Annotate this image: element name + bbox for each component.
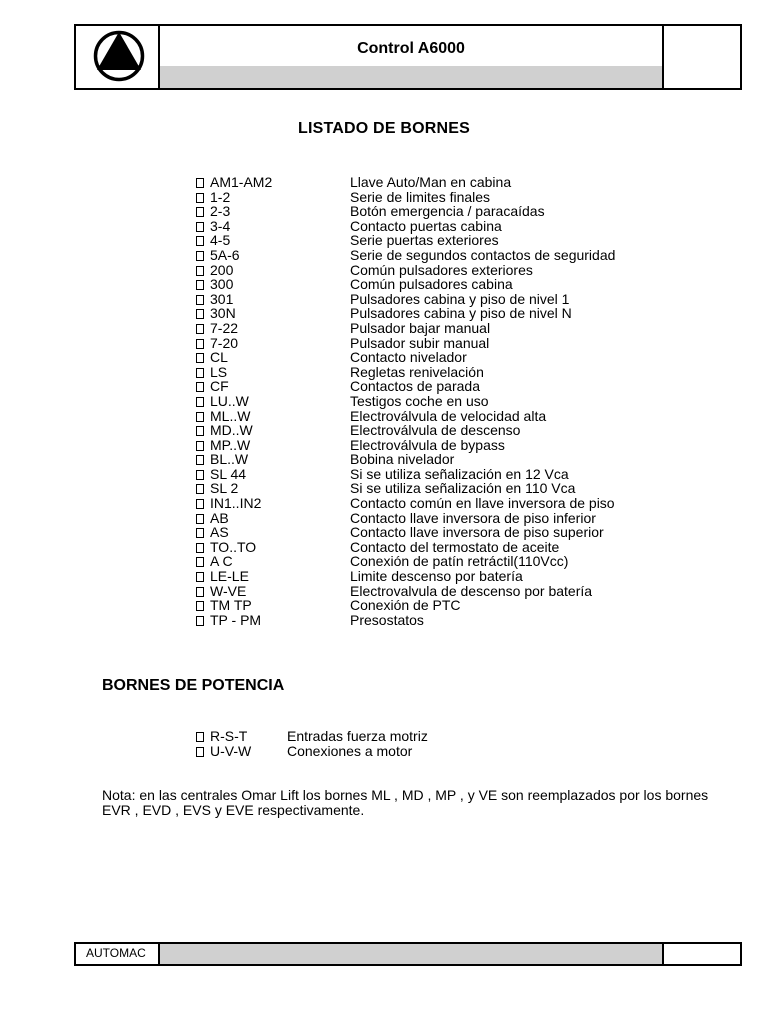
- terminals-title: LISTADO DE BORNES: [297, 120, 470, 137]
- terminal-code: LS: [210, 363, 228, 380]
- terminal-description: Pulsadores cabina y piso de nivel 1: [350, 290, 570, 307]
- checkbox-icon: [196, 397, 204, 407]
- list-item: [196, 336, 615, 351]
- footer-shaded-bar: [160, 944, 664, 964]
- note-text: Nota: en las centrales Omar Lift los bornes ML , MD , MP , y VE son reemplazados por los bornes EVR , EVD , EVS y EVE respectivamente.: [102, 787, 709, 818]
- checkbox-icon: [196, 499, 204, 509]
- title-cell: [160, 26, 664, 88]
- checkbox-icon: [196, 601, 204, 611]
- checkbox-icon: [196, 455, 204, 465]
- terminal-description: Electroválvula de descenso: [350, 422, 521, 439]
- checkbox-icon: [196, 339, 204, 349]
- list-item: [196, 306, 615, 321]
- header-right-cell: [664, 26, 740, 88]
- checkbox-icon: [196, 309, 204, 319]
- triangle-circle-logo-icon: [93, 30, 145, 82]
- checkbox-icon: [196, 528, 204, 538]
- checkbox-icon: [196, 324, 204, 334]
- footer-company-label: AUTOMAC: [76, 944, 160, 964]
- terminal-description: Conexiones a motor: [287, 743, 413, 759]
- checkbox-icon: [196, 514, 204, 524]
- list-item: [196, 277, 615, 292]
- terminal-description: Serie puertas exteriores: [350, 232, 499, 249]
- terminal-code: R-S-T: [210, 728, 248, 744]
- checkbox-icon: [196, 543, 204, 553]
- terminal-code: LU..W: [210, 392, 249, 409]
- list-item: [196, 248, 615, 263]
- list-item: [196, 219, 615, 234]
- terminal-description: Contacto común en llave inversora de piso: [350, 495, 615, 512]
- terminal-description: Bobina nivelador: [350, 451, 455, 468]
- terminal-description: Serie de limites finales: [350, 188, 491, 205]
- terminal-code: 1-2: [210, 188, 231, 205]
- terminal-description: Presostatos: [350, 611, 424, 628]
- terminal-description: Contacto puertas cabina: [350, 217, 502, 234]
- checkbox-icon: [196, 572, 204, 582]
- list-item: [196, 598, 615, 613]
- terminal-description: Común pulsadores cabina: [350, 276, 513, 293]
- list-item: [196, 321, 615, 336]
- checkbox-icon: [196, 557, 204, 567]
- terminal-code: 7-22: [210, 319, 239, 336]
- list-item: [196, 233, 615, 248]
- checkbox-icon: [196, 353, 204, 363]
- terminal-code: CL: [210, 349, 228, 366]
- terminal-code: SL 2: [210, 480, 239, 497]
- checkbox-icon: [196, 236, 204, 246]
- terminal-description: Si se utiliza señalización en 110 Vca: [350, 480, 576, 497]
- list-item: [196, 394, 615, 409]
- list-item: [196, 481, 615, 496]
- power-terminals-title: BORNES DE POTENCIA: [102, 677, 285, 694]
- terminal-code: BL..W: [210, 451, 249, 468]
- document-title: Control A6000: [357, 40, 465, 57]
- terminal-description: Electrovalvula de descenso por batería: [350, 582, 593, 599]
- list-item: [196, 467, 615, 482]
- list-item: [196, 409, 615, 424]
- terminal-code: W-VE: [210, 582, 247, 599]
- list-item: [196, 569, 615, 584]
- terminal-description: Conexión de patín retráctil(110Vcc): [350, 553, 569, 570]
- terminal-description: Pulsador bajar manual: [350, 319, 491, 336]
- checkbox-icon: [196, 251, 204, 261]
- terminal-code: MP..W: [210, 436, 251, 453]
- list-item: [196, 204, 615, 219]
- terminal-description: Electroválvula de velocidad alta: [350, 407, 547, 424]
- terminal-description: Llave Auto/Man en cabina: [350, 174, 512, 190]
- terminal-description: Si se utiliza señalización en 12 Vca: [350, 465, 569, 482]
- terminal-code: CF: [210, 378, 229, 395]
- list-item: [196, 263, 615, 278]
- checkbox-icon: [196, 222, 204, 232]
- list-item: [196, 613, 615, 628]
- terminal-description: Conexión de PTC: [350, 597, 461, 614]
- terminal-description: Común pulsadores exteriores: [350, 261, 533, 278]
- page-footer: [74, 942, 742, 966]
- terminal-code: SL 44: [210, 465, 247, 482]
- checkbox-icon: [196, 441, 204, 451]
- checkbox-icon: [196, 470, 204, 480]
- terminal-description: Electroválvula de bypass: [350, 436, 505, 453]
- terminal-description: Pulsadores cabina y piso de nivel N: [350, 305, 572, 322]
- terminal-code: TO..TO: [210, 538, 257, 555]
- checkbox-icon: [196, 280, 204, 290]
- checkbox-icon: [196, 747, 204, 757]
- terminal-description: Contactos de parada: [350, 378, 480, 395]
- terminal-description: Entradas fuerza motriz: [287, 728, 428, 744]
- terminal-code: AM1-AM2: [210, 174, 273, 190]
- terminal-code: LE-LE: [210, 568, 249, 585]
- terminal-code: MD..W: [210, 422, 253, 439]
- checkbox-icon: [196, 295, 204, 305]
- terminal-list: [196, 175, 615, 627]
- list-item: [196, 379, 615, 394]
- checkbox-icon: [196, 587, 204, 597]
- list-item: [196, 554, 615, 569]
- list-item: [196, 729, 428, 744]
- list-item: [196, 190, 615, 205]
- checkbox-icon: [196, 426, 204, 436]
- terminal-code: AS: [210, 524, 229, 541]
- list-item: [196, 423, 615, 438]
- terminal-description: Regletas renivelación: [350, 363, 484, 380]
- terminal-code: ML..W: [210, 407, 251, 424]
- terminal-description: Serie de segundos contactos de seguridad: [350, 246, 616, 263]
- list-item: [196, 540, 615, 555]
- title-shaded-bar: [160, 66, 662, 88]
- terminal-code: A C: [210, 553, 233, 570]
- list-item: [196, 175, 615, 190]
- terminal-code: 3-4: [210, 217, 231, 234]
- checkbox-icon: [196, 412, 204, 422]
- terminal-code: AB: [210, 509, 229, 526]
- terminal-code: TP - PM: [210, 611, 262, 628]
- list-item: [196, 350, 615, 365]
- list-item: [196, 525, 615, 540]
- terminal-code: 5A-6: [210, 246, 240, 263]
- terminal-description: Contacto llave inversora de piso superior: [350, 524, 604, 541]
- checkbox-icon: [196, 178, 204, 188]
- checkbox-icon: [196, 382, 204, 392]
- terminal-code: 4-5: [210, 232, 231, 249]
- terminal-description: Testigos coche en uso: [350, 392, 489, 409]
- terminal-description: Botón emergencia / paracaídas: [350, 203, 545, 220]
- checkbox-icon: [196, 732, 204, 742]
- page-header: [74, 24, 742, 90]
- terminal-description: Contacto llave inversora de piso inferior: [350, 509, 596, 526]
- terminal-code: U-V-W: [210, 743, 252, 759]
- list-item: [196, 365, 615, 380]
- terminal-code: 301: [210, 290, 234, 307]
- list-item: [196, 511, 615, 526]
- terminal-description: Contacto nivelador: [350, 349, 467, 366]
- checkbox-icon: [196, 207, 204, 217]
- power-terminal-list: [196, 729, 428, 759]
- checkbox-icon: [196, 368, 204, 378]
- list-item: [196, 452, 615, 467]
- terminal-code: 200: [210, 261, 234, 278]
- terminal-code: TM TP: [210, 597, 252, 614]
- terminal-description: Pulsador subir manual: [350, 334, 490, 351]
- list-item: [196, 496, 615, 511]
- checkbox-icon: [196, 266, 204, 276]
- checkbox-icon: [196, 616, 204, 626]
- terminal-description: Contacto del termostato de aceite: [350, 538, 560, 555]
- list-item: [196, 292, 615, 307]
- list-item: [196, 744, 428, 759]
- terminal-code: 7-20: [210, 334, 239, 351]
- terminal-code: 30N: [210, 305, 236, 322]
- checkbox-icon: [196, 484, 204, 494]
- terminal-code: 300: [210, 276, 234, 293]
- terminal-description: Limite descenso por batería: [350, 568, 523, 585]
- logo-cell: [76, 26, 160, 88]
- list-item: [196, 584, 615, 599]
- terminal-code: 2-3: [210, 203, 231, 220]
- list-item: [196, 438, 615, 453]
- terminal-code: IN1..IN2: [210, 495, 262, 512]
- checkbox-icon: [196, 193, 204, 203]
